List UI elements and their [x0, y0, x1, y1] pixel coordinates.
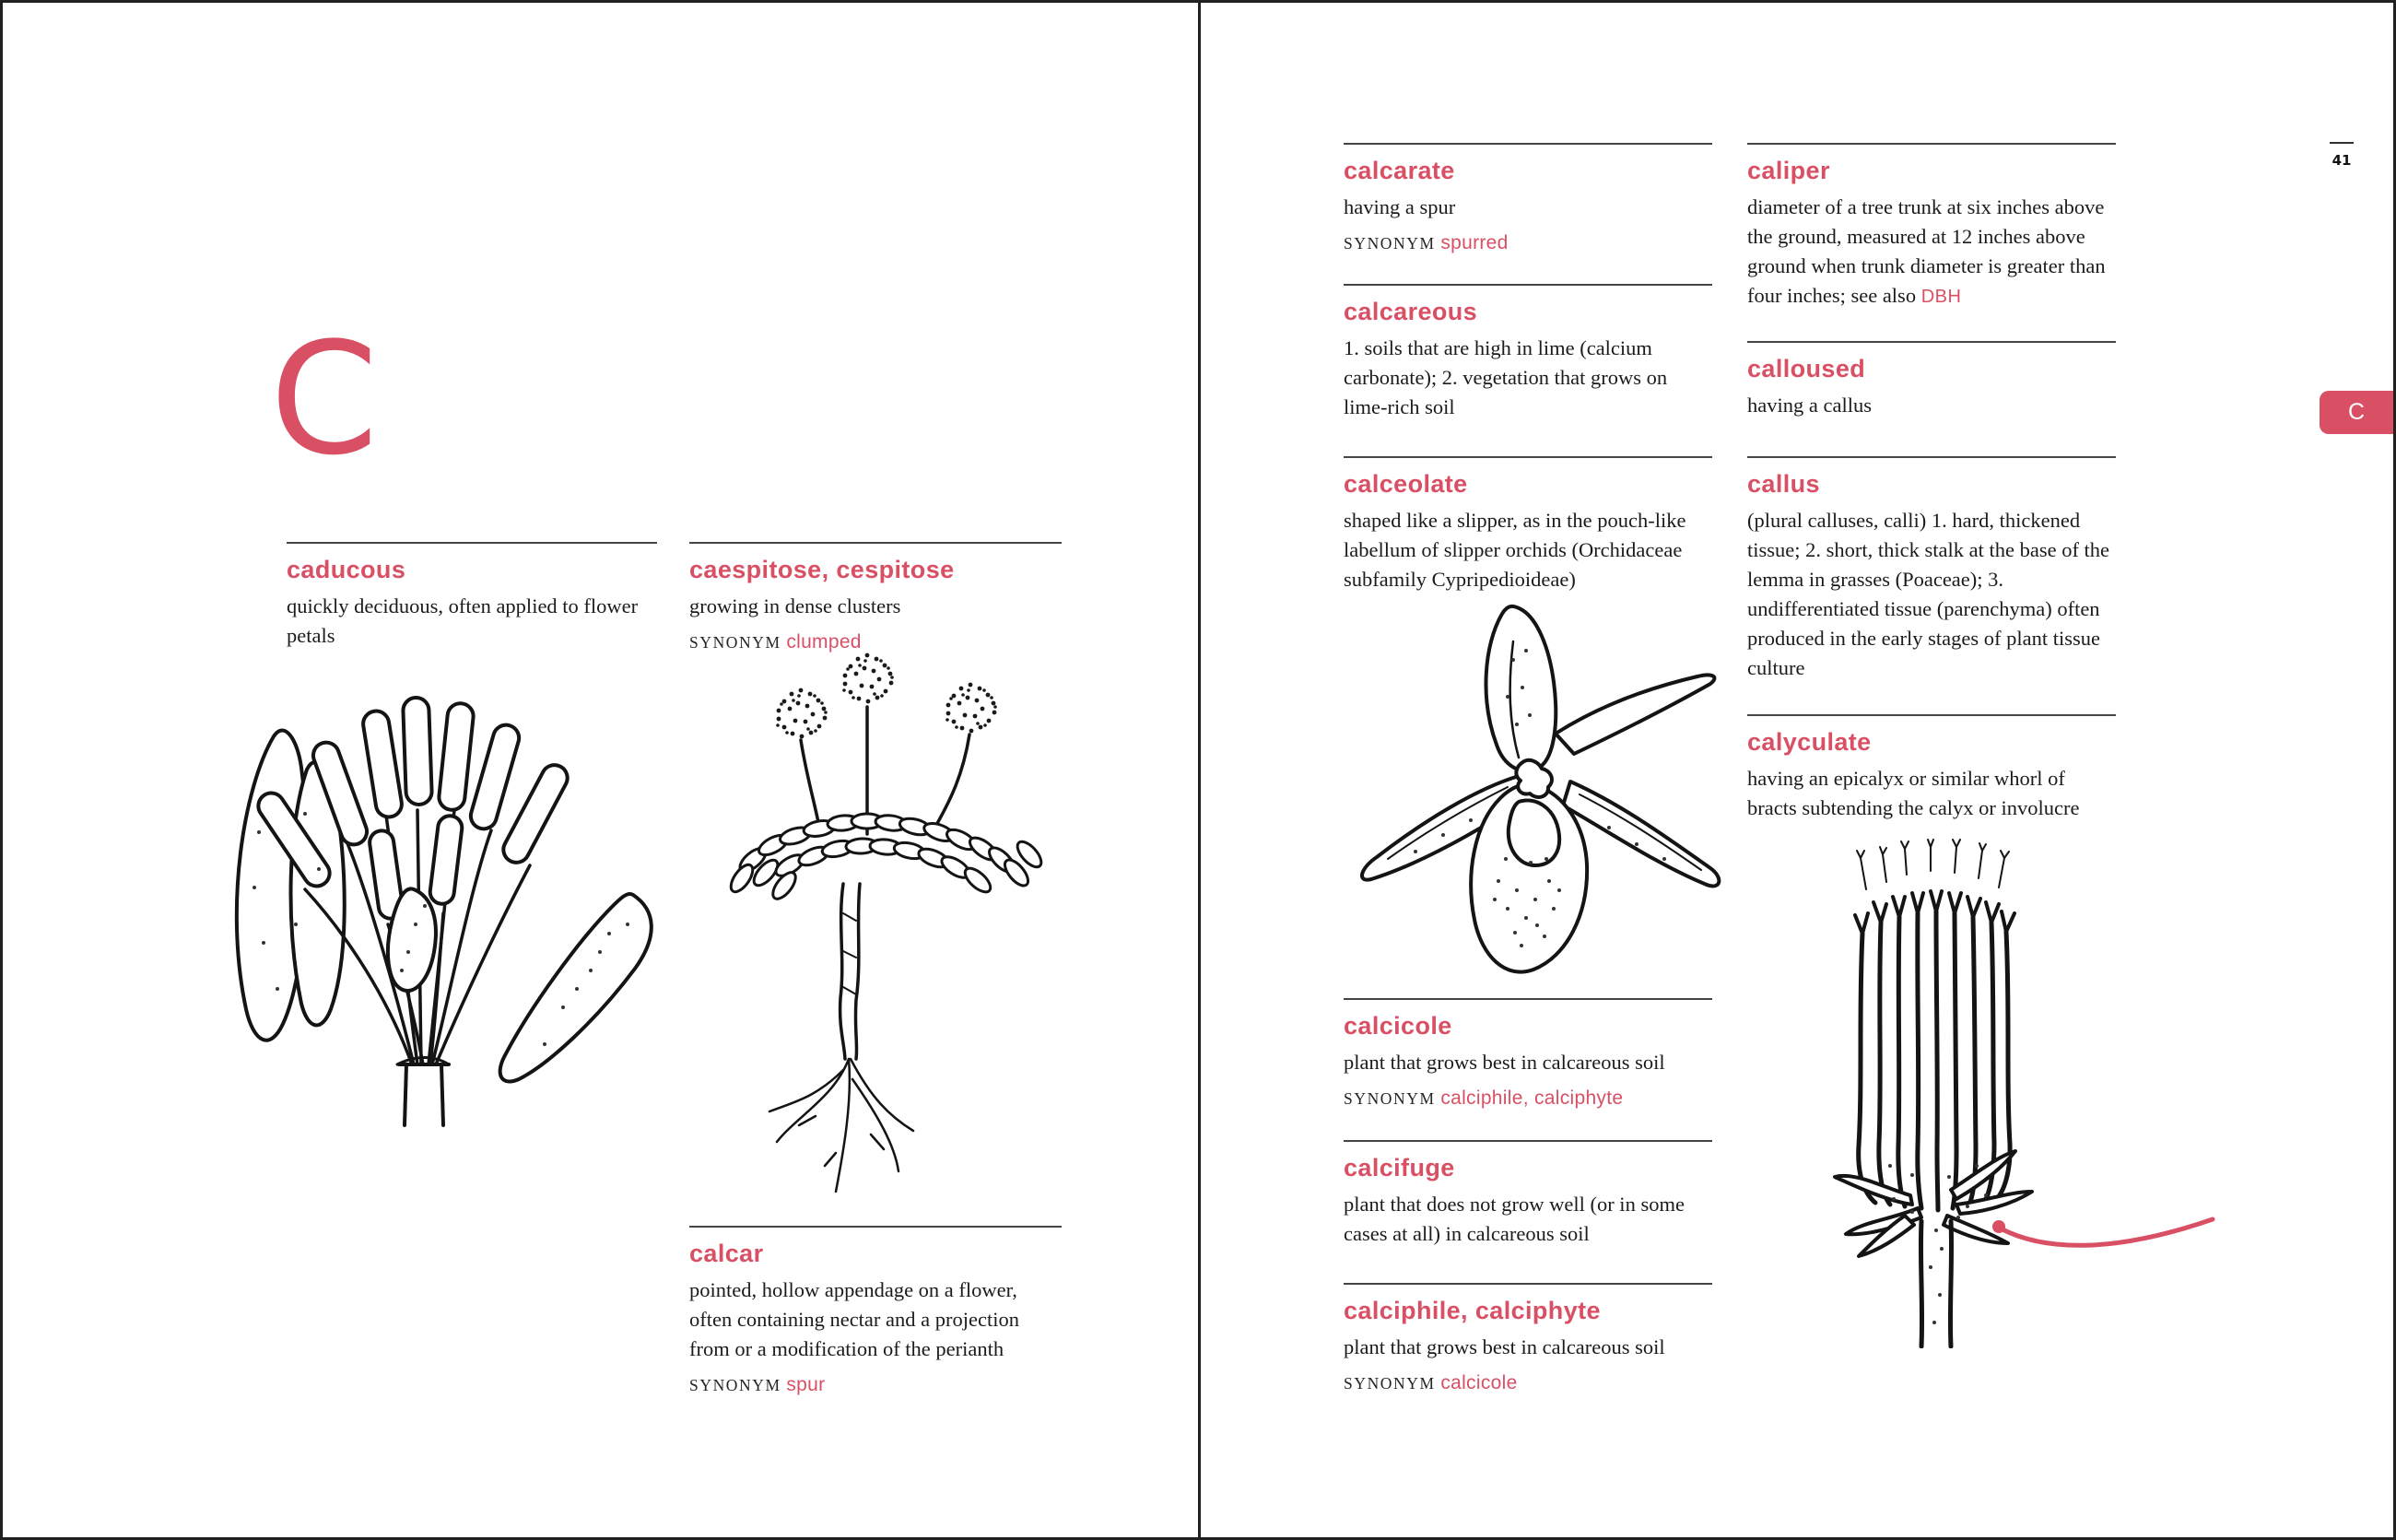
entry-calcar	[689, 1226, 1062, 1399]
entry-caliper	[1747, 143, 2116, 312]
page-spine-divider	[1198, 3, 1201, 1537]
entry-term: calciphile, calciphyte	[1344, 1297, 1601, 1324]
entry-definition: shaped like a slipper, as in the pouch-like labellum of slipper orchids (Orchidaceae subfamily Cypripedioideae)	[1344, 509, 1686, 592]
entry-rule	[1344, 143, 1712, 145]
entry-rule	[1747, 143, 2116, 145]
synonym-label: SYNONYM	[1344, 234, 1436, 253]
entry-term: calyculate	[1747, 728, 1872, 756]
entry-rule	[689, 542, 1062, 544]
entry-definition: plant that grows best in calcareous soil	[1344, 1335, 1665, 1359]
entry-calyculate	[1747, 714, 2116, 823]
entry-calciphile	[1344, 1283, 1712, 1397]
synonym-value: calciphile, calciphyte	[1440, 1087, 1624, 1110]
synonym-label: SYNONYM	[689, 1376, 781, 1395]
entry-rule	[1344, 456, 1712, 458]
calyculate-illustration	[1802, 834, 2218, 1348]
entry-rule	[287, 542, 657, 544]
entry-term: calcifuge	[1344, 1154, 1455, 1181]
synonym-value: clumped	[786, 631, 862, 653]
entry-term: calcareous	[1344, 298, 1478, 325]
caespitose-illustration	[705, 637, 1074, 1203]
synonym-line	[689, 1370, 1062, 1399]
calceolate-illustration	[1333, 586, 1740, 990]
entry-rule	[1344, 998, 1712, 1000]
entry-calceolate	[1344, 456, 1712, 594]
entry-calcarate	[1344, 143, 1712, 257]
synonym-label: SYNONYM	[1344, 1089, 1436, 1109]
entry-definition: having an epicalyx or similar whorl of bracts subtending the calyx or involucre	[1747, 767, 2080, 820]
entry-definition: plant that does not grow well (or in some cases at all) in calcareous soil	[1344, 1193, 1685, 1246]
entry-caducous	[287, 542, 657, 651]
entry-rule	[1344, 1140, 1712, 1142]
synonym-line	[1344, 229, 1712, 257]
section-thumb-tab	[2320, 391, 2393, 434]
entry-definition: having a spur	[1344, 195, 1456, 219]
synonym-value: spurred	[1440, 232, 1509, 254]
caducous-illustration	[167, 648, 685, 1127]
entry-term: calcar	[689, 1240, 764, 1267]
page-number: 41	[2331, 152, 2352, 169]
entry-definition	[1747, 193, 2116, 312]
entry-rule	[1747, 341, 2116, 343]
entry-term: calcarate	[1344, 157, 1455, 184]
synonym-label: SYNONYM	[689, 633, 781, 652]
entry-callus	[1747, 456, 2116, 683]
pointer-arrow	[1992, 1219, 2213, 1245]
entry-term: calceolate	[1344, 470, 1468, 498]
entry-term: caespitose, cespitose	[689, 556, 955, 583]
see-also-link: DBH	[1920, 287, 1962, 308]
entry-definition: growing in dense clusters	[689, 594, 901, 618]
thumb-tab-letter: C	[2347, 399, 2366, 425]
entry-term: caliper	[1747, 157, 1830, 184]
entry-term: callus	[1747, 470, 1820, 498]
entry-calloused	[1747, 341, 2116, 420]
entry-definition: having a callus	[1747, 394, 1872, 417]
entry-rule	[1344, 1283, 1712, 1285]
entry-rule	[1747, 456, 2116, 458]
entry-definition: pointed, hollow appendage on a flower, often containing nectar and a projection from or a modification of the perianth	[689, 1278, 1019, 1361]
entry-definition: quickly deciduous, often applied to flower petals	[287, 594, 639, 648]
page-folio	[2326, 142, 2357, 169]
entry-rule	[1344, 284, 1712, 286]
entry-term: calcicole	[1344, 1012, 1452, 1040]
entry-term: caducous	[287, 556, 406, 583]
synonym-line	[1344, 1084, 1712, 1112]
entry-definition: 1. soils that are high in lime (calcium carbonate); 2. vegetation that grows on lime-rich soil	[1344, 336, 1668, 419]
definition-text: diameter of a tree trunk at six inches above the ground, measured at 12 inches above ground when trunk diameter is greater than four inches; see also	[1747, 195, 2106, 308]
entry-rule	[689, 1226, 1062, 1228]
entry-calcicole	[1344, 998, 1712, 1112]
synonym-value: spur	[786, 1374, 826, 1396]
entry-definition: (plural calluses, calli) 1. hard, thickened tissue; 2. short, thick stalk at the base of the lemma in grasses (Poaceae); 3. undifferentiated tissue (parenchyma) often produced in the early stages of plant tissue culture	[1747, 509, 2110, 680]
section-drop-cap: C	[270, 309, 379, 489]
folio-rule	[2330, 142, 2354, 144]
entry-term: calloused	[1747, 355, 1866, 382]
synonym-value: calcicole	[1440, 1372, 1518, 1394]
entry-calcareous	[1344, 284, 1712, 422]
synonym-line	[1344, 1369, 1712, 1397]
entry-calcifuge	[1344, 1140, 1712, 1249]
entry-definition: plant that grows best in calcareous soil	[1344, 1051, 1665, 1075]
entry-rule	[1747, 714, 2116, 716]
synonym-label: SYNONYM	[1344, 1374, 1436, 1393]
